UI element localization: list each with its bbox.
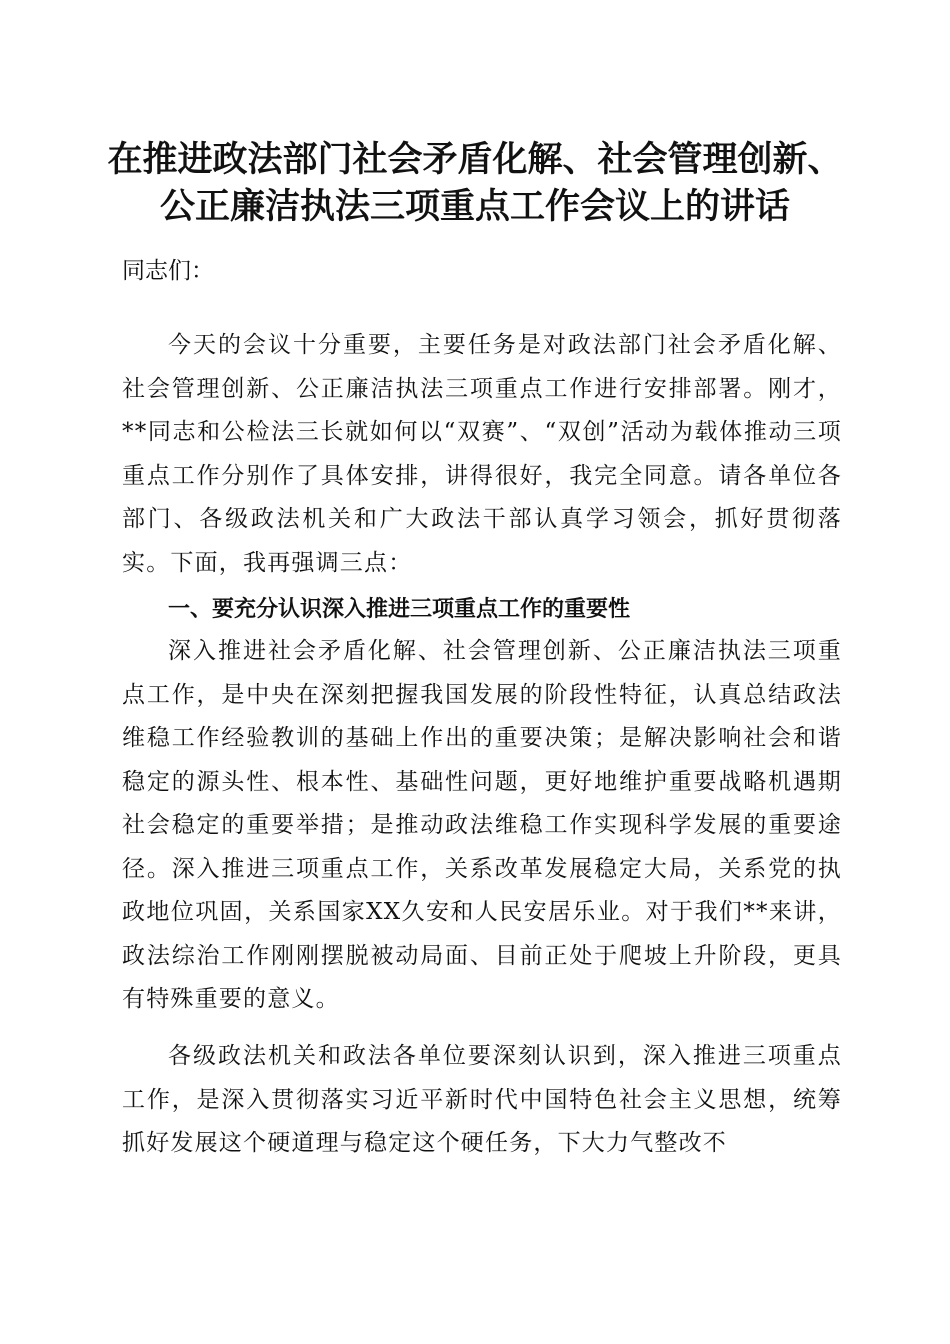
paragraph-block-section-1-second bbox=[122, 1035, 842, 1166]
salutation: 同志们： bbox=[122, 258, 214, 284]
paragraph-block-section-1 bbox=[122, 630, 842, 1022]
paragraph-intro: 今天的会议十分重要，主要任务是对政法部门社会矛盾化解、社会管理创新、公正廉洁执法三项重点工作进行安排部署。刚才，**同志和公检法三长就如何以“双赛”、“双创”活动为载体推动三项重点工作分别作了具体安排，讲得很好，我完全同意。请各单位各部门、各级政法机关和广大政法干部认真学习领会，抓好贯彻落实。下面，我再强调三点： bbox=[122, 332, 842, 576]
document-title-line-1: 在推进政法部门社会矛盾化解、社会管理创新、 bbox=[107, 140, 843, 180]
paragraph-section-1-first: 深入推进社会矛盾化解、社会管理创新、公正廉洁执法三项重点工作，是中央在深刻把握我国发展的阶段性特征，认真总结政法维稳工作经验教训的基础上作出的重要决策；是解决影响社会和谐稳定的源头性、根本性、基础性问题，更好地维护重要战略机遇期社会稳定的重要举措；是推动政法维稳工作实现科学发展的重要途径。深入推进三项重点工作，关系改革发展稳定大局，关系党的执政地位巩固，关系国家XX久安和人民安居乐业。对于我们**来讲，政法综治工作刚刚摆脱被动局面、目前正处于爬坡上升阶段，更具有特殊重要的意义。 bbox=[122, 638, 842, 1012]
section-heading-1: 一、要充分认识深入推进三项重点工作的重要性 bbox=[168, 597, 631, 622]
paragraph-section-1-second: 各级政法机关和政法各单位要深刻认识到，深入推进三项重点工作，是深入贯彻落实习近平新时代中国特色社会主义思想，统筹抓好发展这个硬道理与稳定这个硬任务，下大力气整改不 bbox=[122, 1043, 842, 1156]
document-title-line-2: 公正廉洁执法三项重点工作会议上的讲话 bbox=[159, 187, 790, 227]
